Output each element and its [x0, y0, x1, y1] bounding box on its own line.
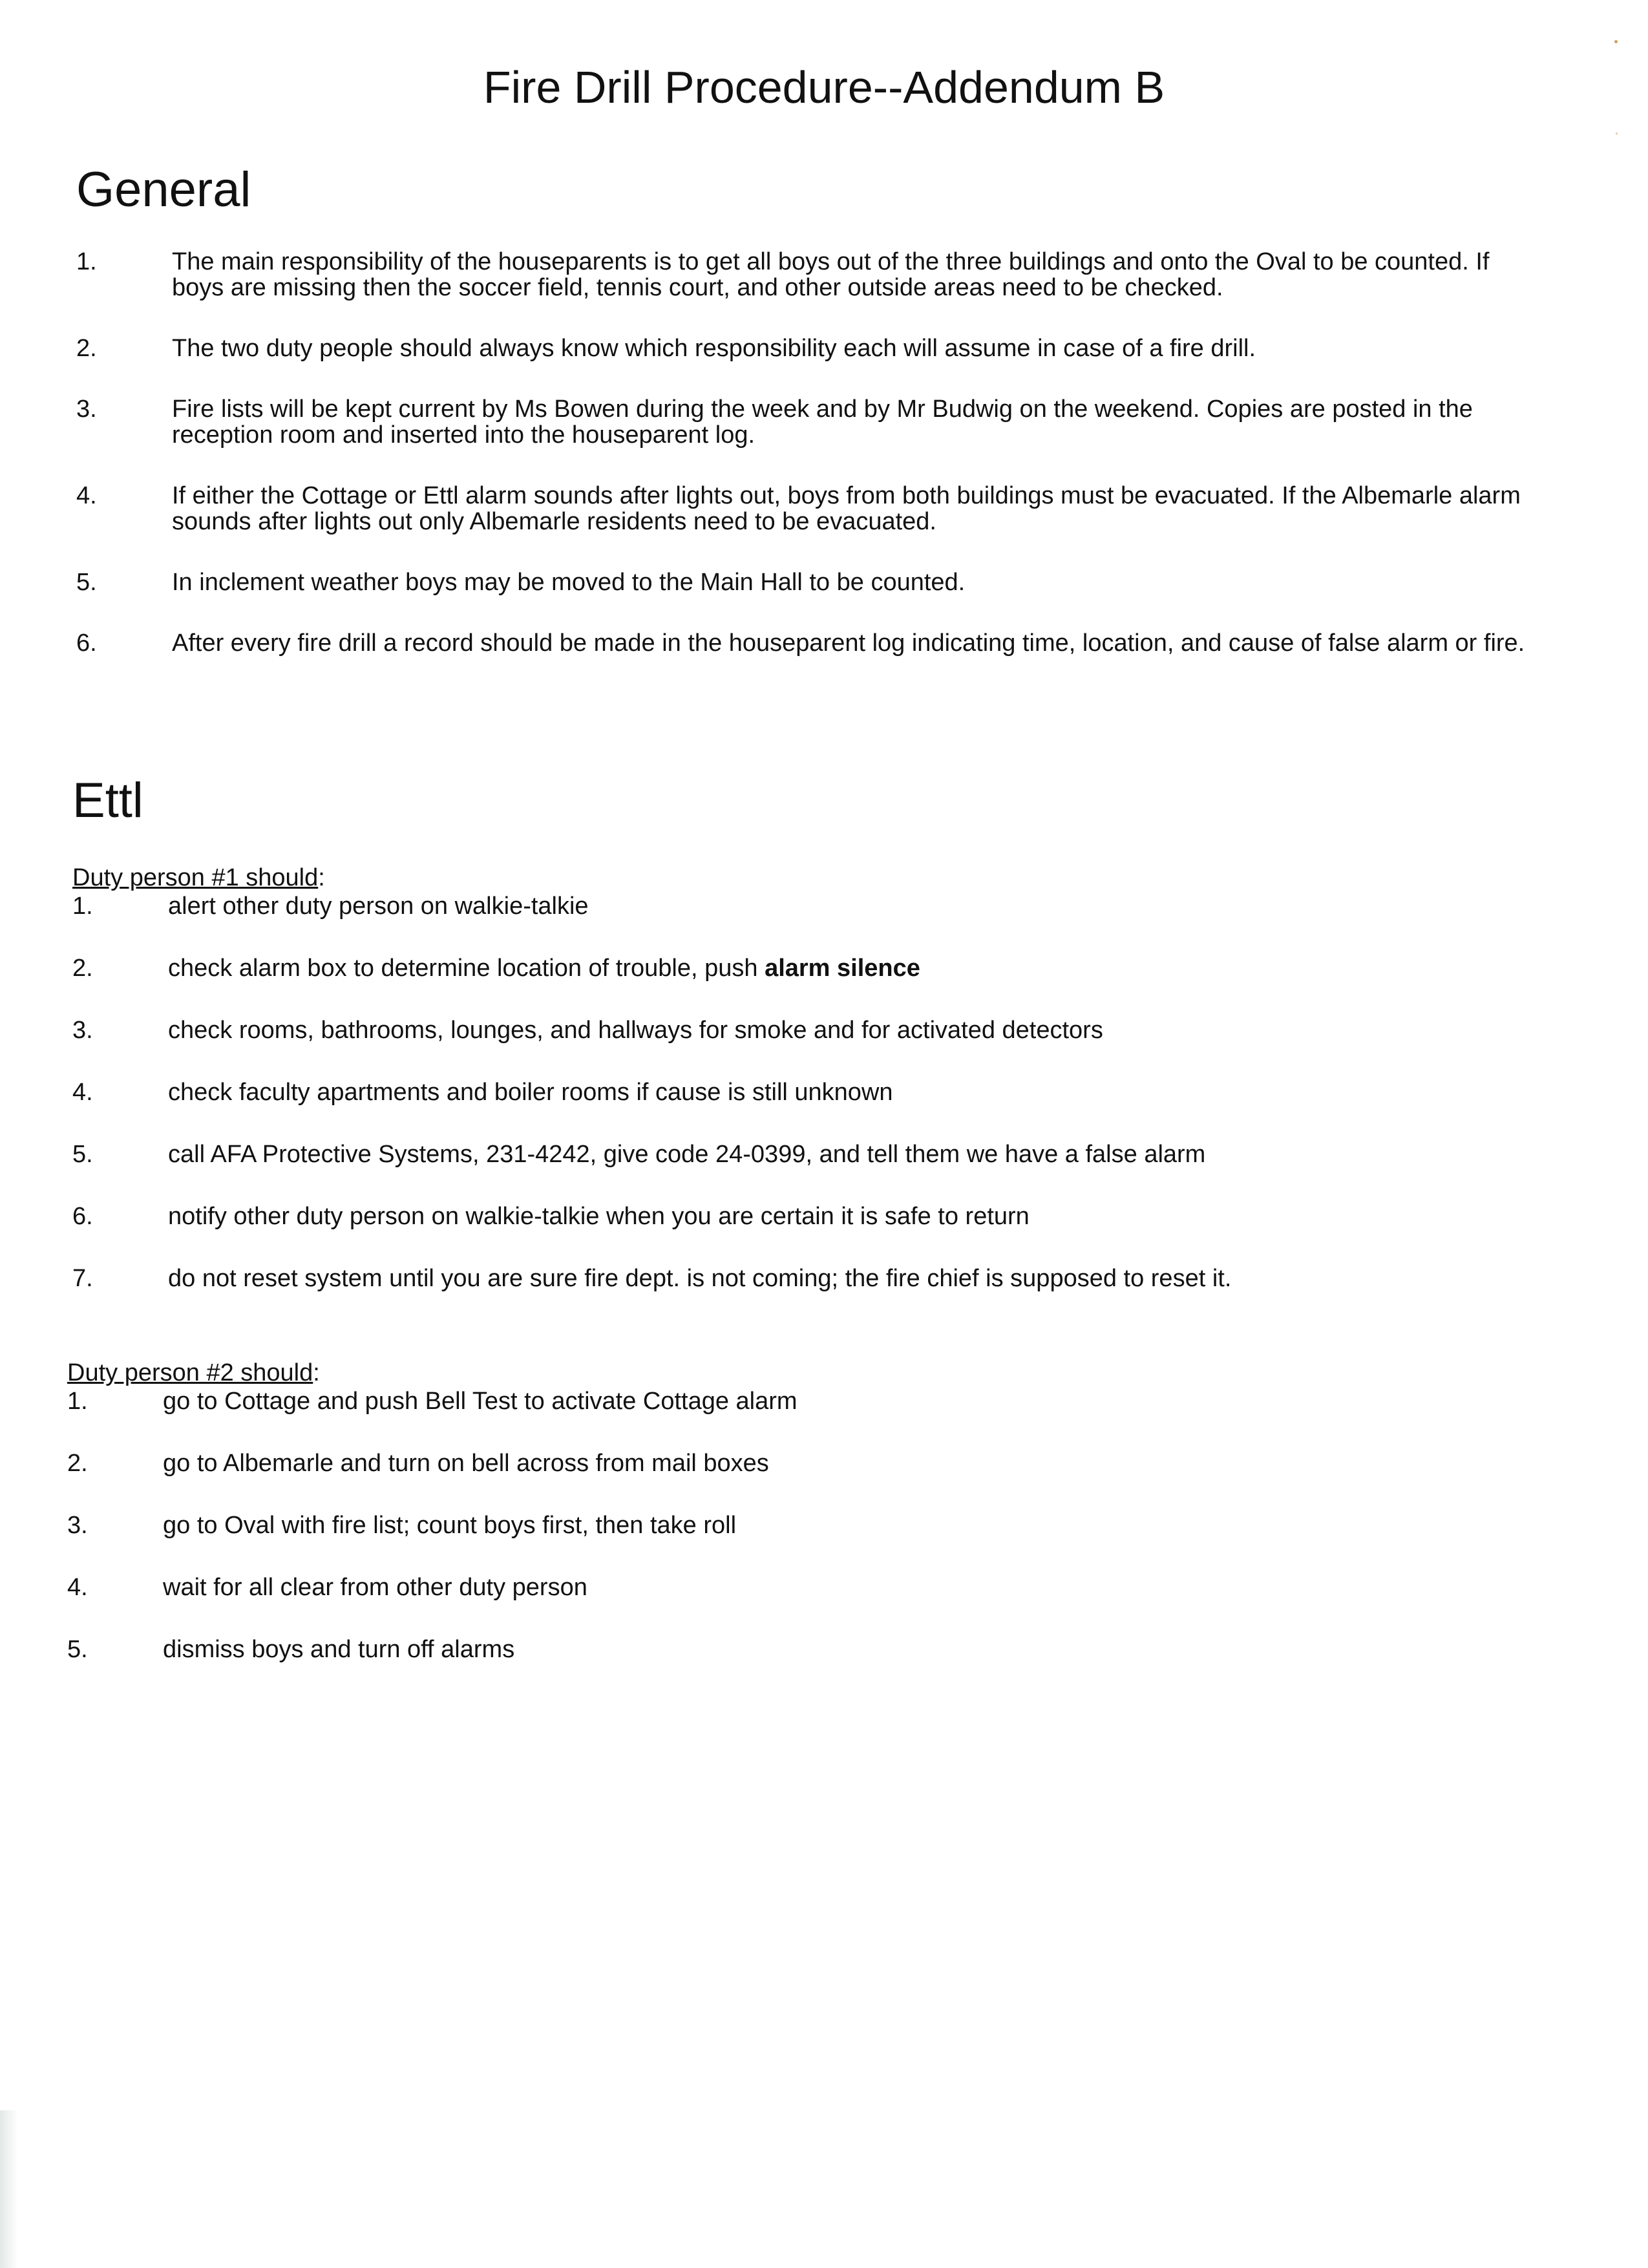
list-item — [67, 1388, 1489, 1450]
item-number: 2. — [67, 1450, 88, 1477]
item-number: 1. — [67, 1388, 88, 1415]
item-number: 5. — [72, 1141, 93, 1168]
item-number: 1. — [76, 248, 97, 275]
duty-person-1-heading — [72, 865, 1494, 891]
item-text: The main responsibility of the houseparents is to get all boys out of the three buildings and onto the Oval to be counted. If boys are missing then the soccer field, tennis court, and other outside areas need to be checked. — [172, 248, 1490, 301]
duty-heading-label: Duty person #2 should — [67, 1359, 313, 1386]
general-list — [76, 249, 1530, 691]
item-text — [168, 955, 1494, 1017]
item-text: Fire lists will be kept current by Ms Bowen during the week and by Mr Budwig on the weekend. Copies are posted in the reception room and inserted into the houseparent log. — [172, 396, 1473, 449]
duty-person-2-block — [67, 1360, 1489, 1699]
item-text: go to Albemarle and turn on bell across from mail boxes — [163, 1450, 769, 1477]
list-item — [67, 1574, 1489, 1637]
item-number: 5. — [67, 1636, 88, 1663]
item-number: 6. — [76, 630, 97, 657]
item-number: 1. — [72, 893, 93, 920]
item-number: 3. — [72, 1017, 93, 1044]
section-heading-ettl: Ettl — [72, 773, 143, 828]
item-text: check rooms, bathrooms, lounges, and hallways for smoke and for activated detectors — [168, 1017, 1103, 1044]
list-item — [72, 893, 1494, 955]
duty-heading-colon: : — [318, 864, 325, 891]
item-text: alert other duty person on walkie-talkie — [168, 893, 589, 920]
item-number: 3. — [76, 396, 97, 423]
scan-speck — [1616, 132, 1618, 134]
item-text: notify other duty person on walkie-talkie when you are certain it is safe to return — [168, 1203, 1030, 1230]
item-text: After every fire drill a record should be made in the houseparent log indicating time, location, and cause of false alarm or fire. — [172, 630, 1525, 657]
scan-edge-shadow — [0, 2110, 18, 2268]
alarm-silence-emphasis: alarm silence — [765, 955, 920, 982]
duty-person-2-heading — [67, 1360, 1489, 1386]
duty-person-2-list — [67, 1388, 1489, 1699]
list-item — [72, 1203, 1494, 1266]
item-text: do not reset system until you are sure fire dept. is not coming; the fire chief is supposed to reset it. — [168, 1265, 1232, 1292]
list-item — [72, 1266, 1494, 1328]
item-text: go to Cottage and push Bell Test to activate Cottage alarm — [163, 1388, 798, 1415]
item-number: 4. — [76, 482, 97, 509]
item-text: dismiss boys and turn off alarms — [163, 1636, 515, 1663]
item-number: 3. — [67, 1512, 88, 1539]
list-item — [76, 249, 1530, 301]
list-item — [72, 1141, 1494, 1203]
list-item — [67, 1637, 1489, 1699]
list-item — [72, 955, 1494, 1017]
duty-heading-label: Duty person #1 should — [72, 864, 319, 891]
list-item — [67, 1450, 1489, 1512]
duty-heading-colon: : — [313, 1359, 320, 1386]
item-text: If either the Cottage or Ettl alarm sounds after lights out, boys from both buildings must be evacuated. If the Albemarle alarm sounds after lights out only Albemarle residents need to be evacuated. — [172, 482, 1521, 535]
list-item — [67, 1512, 1489, 1574]
list-item — [72, 1017, 1494, 1079]
list-item — [76, 335, 1530, 361]
item-text-plain: check alarm box to determine location of trouble, push — [168, 955, 765, 982]
list-item — [76, 483, 1530, 535]
list-item — [76, 630, 1530, 656]
item-number: 7. — [72, 1265, 93, 1292]
item-number: 2. — [72, 955, 93, 982]
item-text: call AFA Protective Systems, 231-4242, give code 24-0399, and tell them we have a false alarm — [168, 1141, 1206, 1168]
scan-speck — [1614, 40, 1618, 43]
duty-person-1-list — [72, 893, 1494, 1328]
item-number: 2. — [76, 335, 97, 362]
item-text: wait for all clear from other duty person — [163, 1574, 587, 1601]
list-item — [76, 569, 1530, 595]
item-number: 5. — [76, 569, 97, 596]
item-text: check faculty apartments and boiler rooms if cause is still unknown — [168, 1079, 893, 1106]
item-text: The two duty people should always know which responsibility each will assume in case of a fire drill. — [172, 335, 1256, 362]
item-text: go to Oval with fire list; count boys first, then take roll — [163, 1512, 737, 1539]
item-number: 4. — [72, 1079, 93, 1106]
item-number: 4. — [67, 1574, 88, 1601]
page-title: Fire Drill Procedure--Addendum B — [483, 62, 1165, 112]
item-number: 6. — [72, 1203, 93, 1230]
item-text: In inclement weather boys may be moved to the Main Hall to be counted. — [172, 569, 966, 596]
list-item — [76, 396, 1530, 448]
duty-person-1-block — [72, 865, 1494, 1328]
list-item — [72, 1079, 1494, 1141]
section-heading-general: General — [76, 162, 251, 217]
